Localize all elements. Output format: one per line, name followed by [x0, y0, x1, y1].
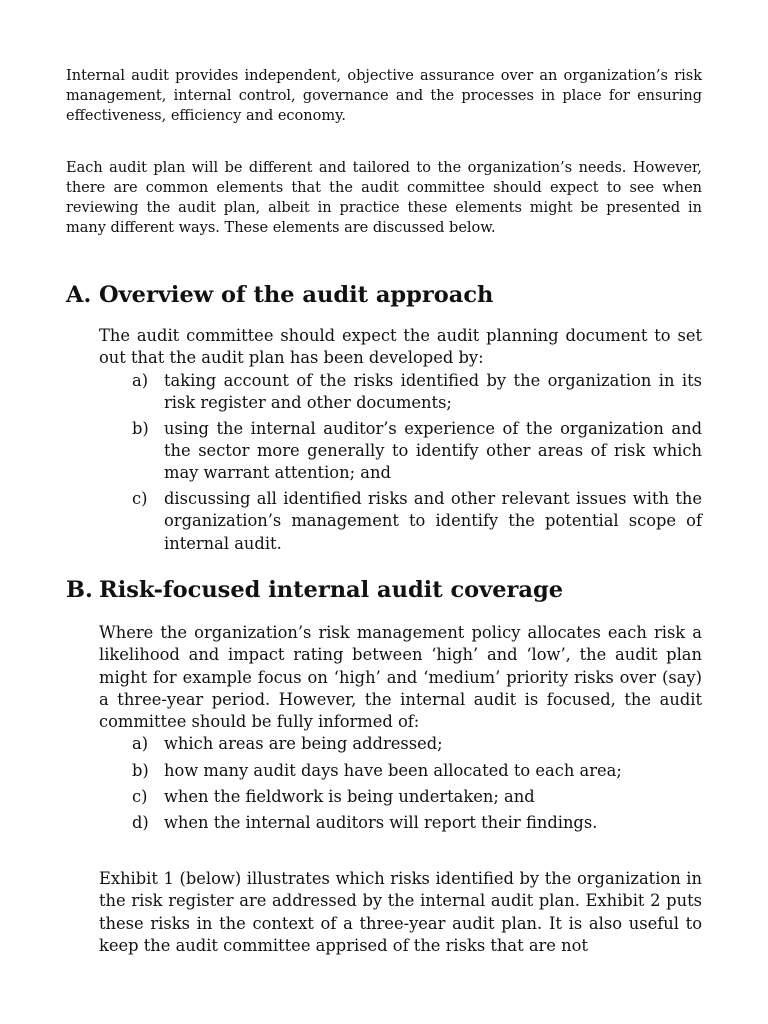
list-item — [99, 812, 702, 834]
list-marker: b) — [132, 418, 149, 438]
list-item-text: how many audit days have been allocated to each area; — [164, 760, 622, 780]
intro-paragraph-1: Internal audit provides independent, objective assurance over an organization’s risk management, internal control, governance and the processes in place for ensuring effectiveness, efficiency and economy. — [66, 68, 702, 124]
section-a-list — [99, 370, 702, 555]
section-b-letter: B. — [66, 577, 93, 603]
list-item — [99, 488, 702, 555]
list-item — [99, 786, 702, 808]
section-b-lead: Where the organization’s risk management policy allocates each risk a likelihood and impact rating between ‘high’ and ‘low’, the audit plan might for example focus on ‘high’ and ‘medium’ priority risks over (say) a three-year period. However, the internal audit is focused, the audit committee should be fully informed of: — [99, 623, 702, 732]
list-item-text: taking account of the risks identified by the organization in its risk register and other documents; — [164, 370, 702, 412]
section-a-heading — [66, 281, 493, 309]
list-item-text: when the fieldwork is being undertaken; and — [164, 787, 535, 807]
section-b-heading — [66, 576, 563, 604]
list-item-text: when the internal auditors will report their findings. — [164, 813, 598, 833]
list-item — [99, 760, 702, 782]
list-marker: c) — [132, 787, 148, 807]
list-item — [99, 370, 702, 415]
list-item — [99, 418, 702, 485]
list-marker: b) — [132, 760, 149, 780]
exhibit-section — [99, 868, 702, 957]
list-item — [99, 733, 702, 755]
list-marker: d) — [132, 813, 149, 833]
section-a-title: Overview of the audit approach — [99, 282, 494, 308]
section-b-list — [99, 733, 702, 834]
exhibit-paragraph: Exhibit 1 (below) illustrates which risks identified by the organization in the risk register are addressed by the internal audit plan. Exhibit 2 puts these risks in the context of a three-year audit plan. It is also useful to keep the audit committee apprised of the risks that are not — [99, 869, 702, 955]
list-marker: c) — [132, 489, 148, 509]
list-item-text: discussing all identified risks and other relevant issues with the organization’s management to identify the potential scope of internal audit. — [164, 489, 702, 553]
list-marker: a) — [132, 734, 149, 754]
section-b-body — [99, 622, 702, 839]
list-item-text: which areas are being addressed; — [164, 734, 443, 754]
section-a-body — [99, 325, 702, 558]
intro-paragraph-2: Each audit plan will be different and tailored to the organization’s needs. However, there are common elements that the audit committee should expect to see when reviewing the audit plan, albeit in practice these elements might be presented in many different ways. These elements are discussed below. — [66, 160, 702, 236]
section-a-letter: A. — [66, 282, 92, 308]
list-item-text: using the internal auditor’s experience of the organization and the sector more generally to identify other areas of risk which may warrant attention; and — [164, 418, 702, 483]
list-marker: a) — [132, 370, 149, 390]
section-b-title: Risk-focused internal audit coverage — [99, 577, 564, 603]
section-a-lead: The audit committee should expect the audit planning document to set out that the audit plan has been developed by: — [99, 326, 702, 368]
